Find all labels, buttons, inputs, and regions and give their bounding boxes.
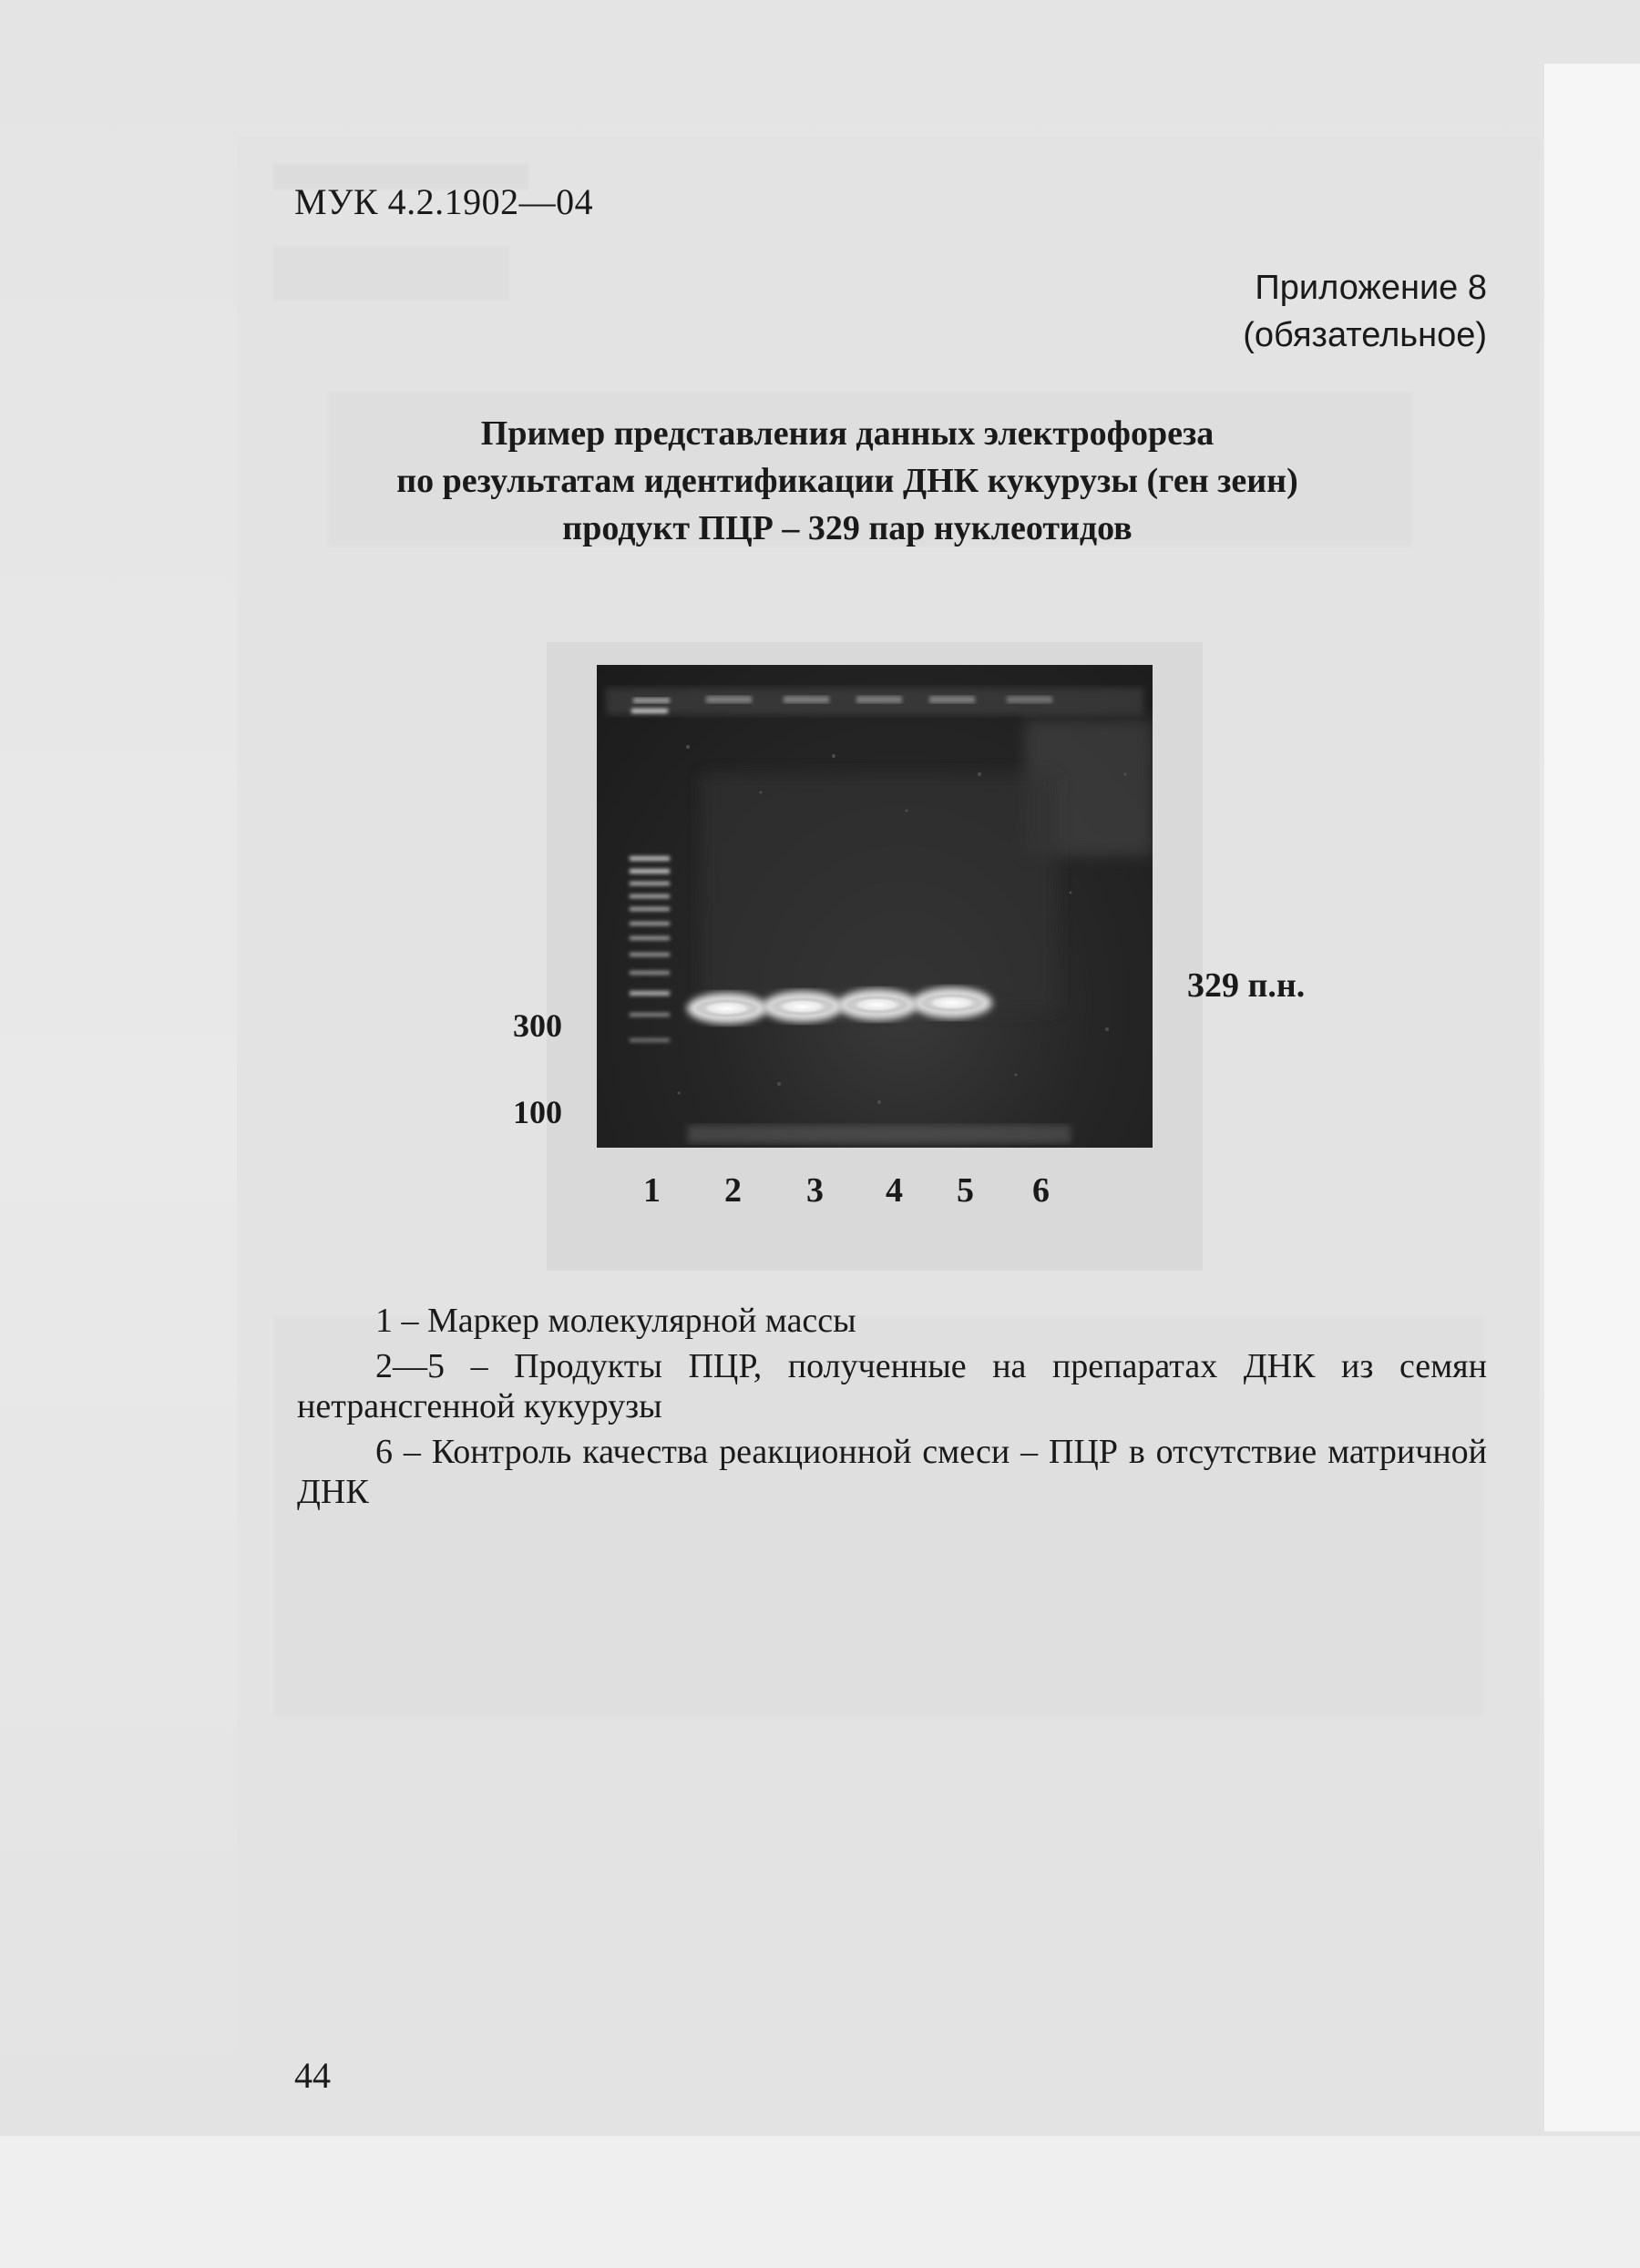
lane-number: 6 <box>1032 1171 1050 1210</box>
gel-well <box>929 696 975 703</box>
page-title <box>301 410 1394 552</box>
legend-item-1: 1 – Маркер молекулярной массы <box>375 1302 856 1340</box>
page-number: 44 <box>294 2055 331 2096</box>
gel-well <box>784 696 829 703</box>
title-line-2: по результатам идентификации ДНК кукурузы (ген зеин) <box>396 462 1298 500</box>
gel-smear <box>702 774 1057 1011</box>
primer-dimer-haze <box>688 1125 1071 1143</box>
lane-number: 3 <box>806 1171 824 1210</box>
band-lane-2-core <box>694 999 760 1017</box>
lane-number: 1 <box>643 1171 661 1210</box>
gel-well <box>633 698 670 703</box>
page-bottom-margin <box>0 2136 1640 2268</box>
gel-well <box>1007 696 1052 703</box>
marker-label-100: 100 <box>513 1094 562 1130</box>
lane-number: 4 <box>886 1171 903 1210</box>
gel-electrophoresis-image <box>597 665 1153 1148</box>
appendix-label <box>1243 264 1487 359</box>
gel-well <box>706 696 752 703</box>
marker-ladder <box>630 709 670 1042</box>
legend-item-2: 2—5 – Продукты ПЦР, полученные на препаратах ДНК из семян нетрансгенной кукурузы <box>297 1347 1487 1425</box>
page-right-margin <box>1544 64 1640 2131</box>
band-lane-3-core <box>770 997 835 1016</box>
band-lane-5-core <box>919 994 985 1012</box>
gel-well <box>856 696 902 703</box>
lane-number: 5 <box>957 1171 974 1210</box>
title-line-1: Пример представления данных электрофореза <box>480 414 1215 453</box>
title-line-3: продукт ПЦР – 329 пар нуклеотидов <box>562 509 1133 547</box>
marker-label-300: 300 <box>513 1007 562 1044</box>
appendix-number: Приложение 8 <box>1255 269 1487 307</box>
bleed-through-artifact <box>273 246 510 301</box>
legend-item-3: 6 – Контроль качества реакционной смеси – ПЦР в отсутствие матричной ДНК <box>297 1433 1487 1511</box>
appendix-status: (обязательное) <box>1243 316 1487 354</box>
gel-svg <box>597 665 1153 1148</box>
band-lane-4-core <box>845 996 910 1014</box>
lane-number: 2 <box>724 1171 742 1210</box>
band-size-label: 329 п.н. <box>1187 966 1306 1005</box>
document-code: МУК 4.2.1902—04 <box>294 181 594 222</box>
figure-legend <box>297 1301 1487 1517</box>
